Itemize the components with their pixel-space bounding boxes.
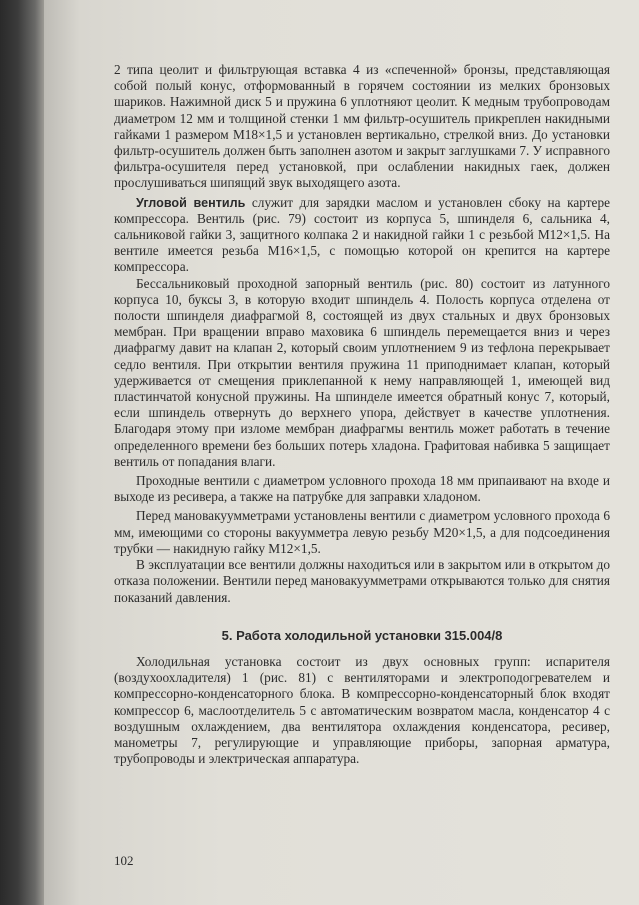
paragraph-valve-operation: В эксплуатации все вентили должны находиться или в закрытом или в открытом до отказа положении. Вентили перед мановакуумметрами открываются только для снятия показаний давления. bbox=[114, 557, 610, 605]
paragraph-refrigeration-unit: Холодильная установка состоит из двух основных групп: испарителя (воздухоохладителя) 1 (рис. 81) с вентиляторами и электроподогревателем и компрессорно-конденсаторного блока. В компрессорно-конденсаторный блок входят компрессор 6, маслоотделитель 5 с автоматическим возвратом масла, конденсатор 4 с воздушным охлаждением, два вентилятора охлаждения конденсатора, ресивер, манометры 7, регулирующие и управляющие приборы, запорная арматура, трубопроводы и электрическая аппаратура. bbox=[114, 653, 610, 767]
paragraph-angle-valve bbox=[114, 195, 610, 276]
paragraph-angle-valve-text: служит для зарядки маслом и установлен сбоку на картере компрессора. Вентиль (рис. 79) состоит из корпуса 5, шпинделя 6, сальника 4, сальниковой гайки 3, защитного колпака 2 и накидной гайки 1 с резьбой М12×1,5. На вентиле имеется резьба М16×1,5, с помощью которой он крепится на картере компрессора. bbox=[114, 194, 610, 275]
page-number: 102 bbox=[114, 853, 134, 868]
page-text-body bbox=[114, 62, 610, 767]
term-angle-valve: Угловой вентиль bbox=[136, 195, 246, 210]
paragraph-packless-valve: Бессальниковый проходной запорный вентиль (рис. 80) состоит из латунного корпуса 10, буксы 3, в которую входит шпиндель 4. Полость корпуса отделена от полости шпинделя диафрагмой 8, состоящей из двух стальных и двух бронзовых мембран. При вращении вправо маховика 6 шпиндель перемещается вниз и через диафрагму давит на клапан 2, который своим уплотнением 9 из тефлона перекрывает седло вентиля. При открытии вентиля пружина 11 приподнимает клапан, который удерживается от смещения приклепанной к нему направляющей 1, имеющей вид пластинчатой конусной пружины. На шпинделе имеется обратный конус 7, который, если шпиндель отвернуть до верхнего упора, действует в качестве уплотнения. Благодаря этому при изломе мембран диафрагмы вентиль может работать в течение определенного времени без больших потерь хладона. Графитовая набивка 5 защищает вентиль от попадания влаги. bbox=[114, 275, 610, 469]
paragraph-zeolite-filter: 2 типа цеолит и фильтрующая вставка 4 из «спеченной» бронзы, представляющая собой полый конус, отформованный в горячем состоянии из мелких бронзовых шариков. Нажимной диск 5 и пружина 6 уплотняют цеолит. К медным трубопроводам диаметром 12 мм и толщиной стенки 1 мм фильтр-осушитель прикреплен накидными гайками 1 размером М18×1,5 и установлен вертикально, стрелкой вниз. До установки фильтр-осушитель должен быть заполнен азотом и закрыт заглушками 7. У исправного фильтра-осушителя перед установкой, при ослаблении накидных гаек, должен прослушиваться шипящий звук выходящего азота. bbox=[114, 62, 610, 191]
paragraph-through-valves: Проходные вентили с диаметром условного прохода 18 мм припаивают на входе и выходе из ресивера, а также на патрубке для заправки хладоном. bbox=[114, 473, 610, 505]
book-spine-shadow bbox=[0, 0, 44, 905]
paragraph-gauge-valves: Перед мановакуумметрами установлены вентили с диаметром условного прохода 6 мм, имеющими со стороны вакуумметра левую резьбу М20×1,5, а для подсоединения трубки — накидную гайку М12×1,5. bbox=[114, 508, 610, 556]
section-heading: 5. Работа холодильной установки 315.004/8 bbox=[221, 627, 503, 643]
